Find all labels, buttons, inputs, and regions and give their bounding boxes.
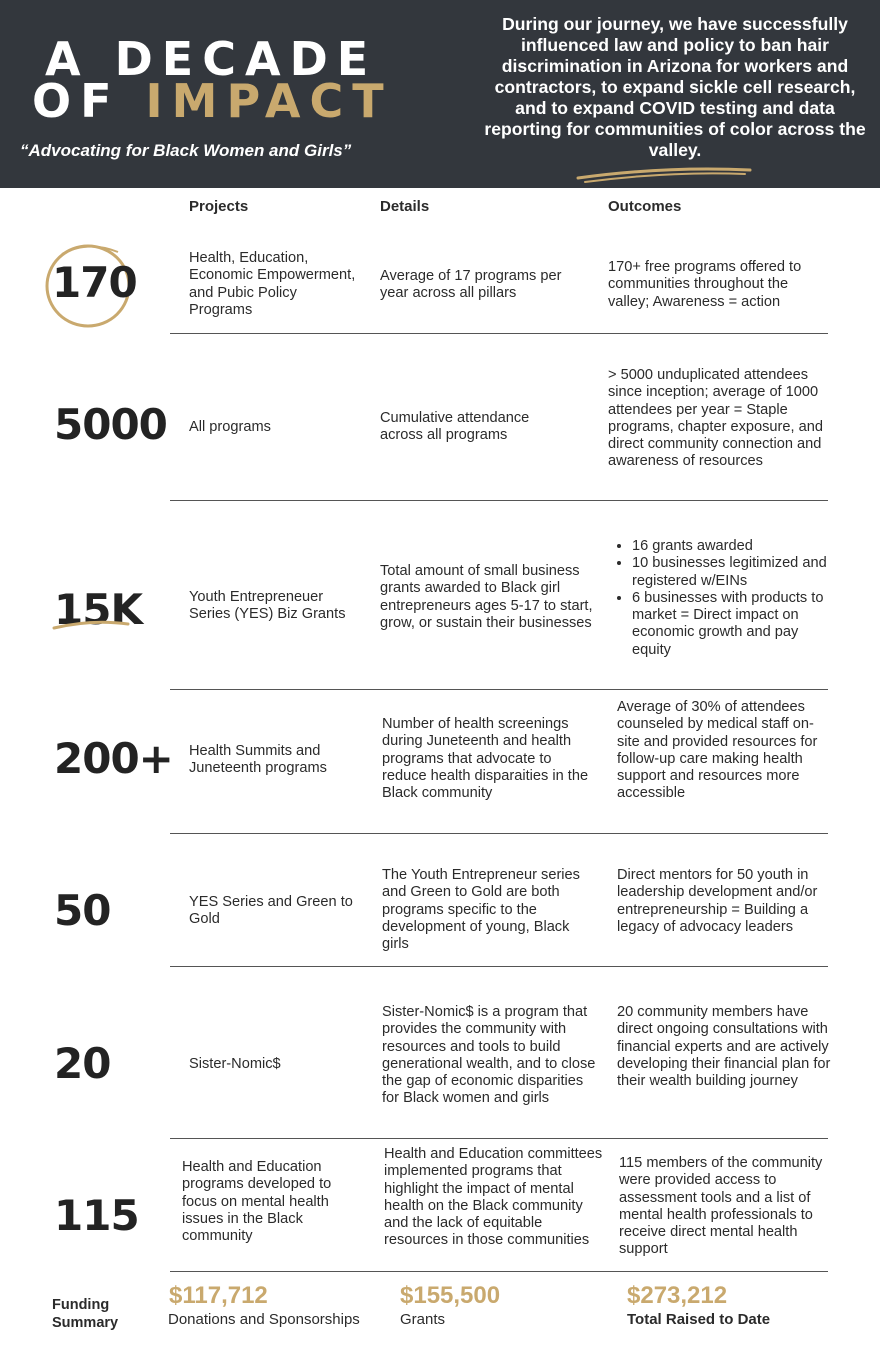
outcome-bullet: • 6 businesses with products to market = Direct impact on economic growth and pay equity bbox=[632, 590, 828, 659]
details-cell: Cumulative attendance across all programs bbox=[380, 410, 530, 444]
outcome-cell: Average of 30% of attendees counseled by medical staff on-site and provided resources for follow-up care making health support and resources more accessible bbox=[617, 699, 818, 802]
subtitle: “Advocating for Black Women and Girls” bbox=[20, 141, 352, 160]
outcome-cell: Direct mentors for 50 youth in leadership development and/or entrepreneurship = Building a legacy of advocacy leaders bbox=[617, 867, 818, 935]
title-impact: IMPACT bbox=[145, 74, 393, 128]
details-cell: Total amount of small business grants awarded to Black girl entrepreneurs ages 5-17 to start, grow, or sustain their businesses bbox=[380, 563, 593, 631]
project-cell: Health, Education, Economic Empowerment, and Pubic Policy Programs bbox=[189, 250, 356, 318]
row-divider bbox=[170, 1138, 828, 1139]
row-divider bbox=[170, 966, 828, 967]
grants-amount: $155,500 bbox=[400, 1282, 501, 1309]
project-cell: Youth Entrepreneuer Series (YES) Biz Grants bbox=[189, 589, 346, 623]
intro-text: During our journey, we have successfully influenced law and policy to ban hair discrimination in Arizona for workers and contractors, to expand sickle cell research, and to expand COVID testing and data reporting for communities of color across the valley. bbox=[484, 14, 866, 160]
stat-number: 50 bbox=[54, 886, 111, 935]
details-cell: Sister-Nomic$ is a program that provides the community with resources and tools to build generational wealth, and to close the gap of economic disparities for Black women and girls bbox=[382, 1004, 596, 1107]
outcome-cell: > 5000 unduplicated attendees since inception; average of 1000 attendees per year = Staple programs, chapter exposure, and direct community connection and awareness of resources bbox=[608, 367, 823, 470]
column-header-details: Details bbox=[380, 198, 430, 215]
stat-number: 5000 bbox=[54, 400, 167, 449]
outcome-bullet: • 10 businesses legitimized and registered w/EINs bbox=[632, 555, 828, 590]
details-cell: The Youth Entrepreneur series and Green to Gold are both programs specific to the development of young, Black girls bbox=[382, 867, 580, 953]
outcome-cell: 115 members of the community were provided access to assessment tools and a list of mental health professionals to receive direct mental health support bbox=[619, 1155, 823, 1258]
row-divider bbox=[170, 833, 828, 834]
funding-summary-label: Funding Summary bbox=[52, 1297, 119, 1331]
outcome-cell: 20 community members have direct ongoing consultations with financial experts and are actively developing their financial plan for their wealth building journey bbox=[617, 1004, 831, 1090]
details-cell: Number of health screenings during Juneteenth and health programs that advocate to reduce health disparaities in the Black community bbox=[382, 716, 589, 802]
gold-underline-icon bbox=[52, 618, 132, 632]
project-cell: Sister-Nomic$ bbox=[189, 1056, 281, 1072]
outcome-cell: 170+ free programs offered to communities throughout the valley; Awareness = action bbox=[608, 259, 802, 310]
stat-number: 170 bbox=[52, 258, 137, 307]
gold-underline-swoosh-icon bbox=[575, 164, 755, 184]
title-line2 bbox=[32, 74, 393, 128]
row-divider bbox=[170, 500, 828, 501]
donations-amount: $117,712 bbox=[169, 1282, 268, 1309]
stat-number: 115 bbox=[54, 1191, 139, 1240]
project-cell: YES Series and Green to Gold bbox=[189, 894, 353, 928]
donations-label: Donations and Sponsorships bbox=[168, 1311, 360, 1328]
stat-number: 200+ bbox=[54, 734, 173, 783]
stat-number: 20 bbox=[54, 1039, 111, 1088]
project-cell: Health Summits and Juneteenth programs bbox=[189, 743, 327, 777]
column-header-projects: Projects bbox=[189, 198, 249, 215]
outcome-list bbox=[608, 538, 828, 659]
column-header-outcomes: Outcomes bbox=[608, 198, 682, 215]
title-of: OF bbox=[32, 74, 146, 128]
row-divider bbox=[170, 333, 828, 334]
details-cell: Average of 17 programs per year across all pillars bbox=[380, 268, 562, 302]
grants-label: Grants bbox=[400, 1311, 446, 1328]
total-label: Total Raised to Date bbox=[627, 1311, 771, 1328]
project-cell: Health and Education programs developed to focus on mental health issues in the Black community bbox=[182, 1159, 332, 1245]
details-cell: Health and Education committees implemented programs that highlight the impact of mental health on the Black community and the lack of equitable resources in those communities bbox=[384, 1146, 603, 1249]
outcome-bullet: • 16 grants awarded bbox=[632, 538, 828, 555]
stat-number: 15K bbox=[54, 585, 142, 634]
row-divider bbox=[170, 1271, 828, 1272]
row-divider bbox=[170, 689, 828, 690]
title-line1: A DECADE bbox=[45, 32, 378, 86]
total-amount: $273,212 bbox=[627, 1282, 728, 1309]
header-banner bbox=[0, 0, 880, 188]
project-cell: All programs bbox=[189, 419, 271, 435]
